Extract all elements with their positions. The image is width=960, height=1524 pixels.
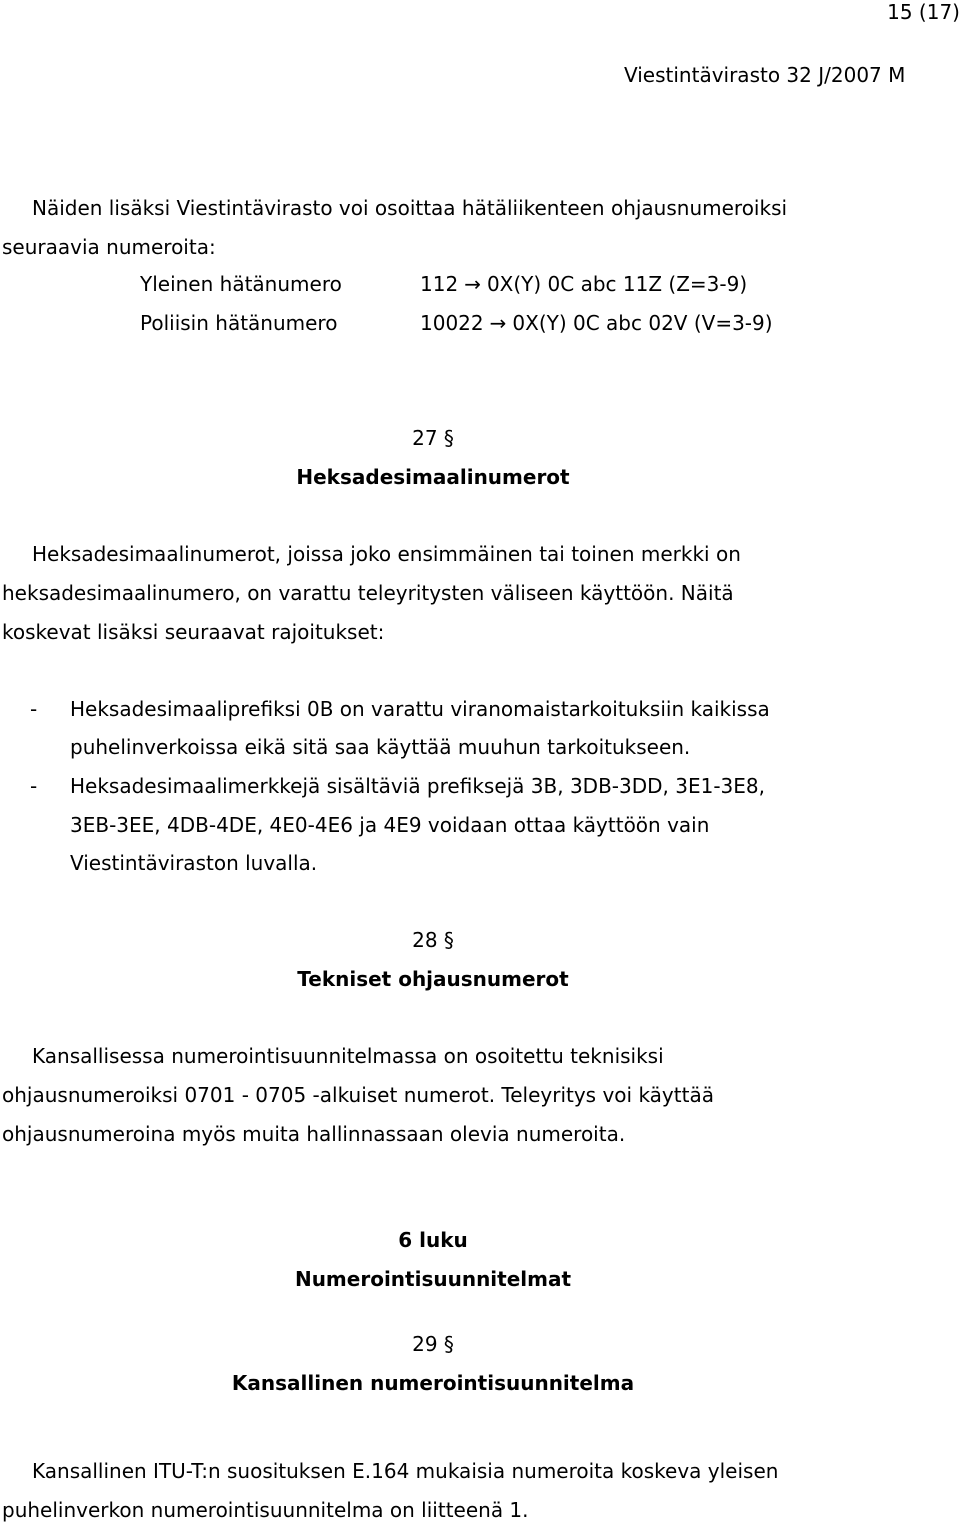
list-item-line: 3EB-3EE, 4DB-4DE, 4E0-4E6 ja 4E9 voidaan ottaa käyttöön vain xyxy=(70,813,710,837)
routing-number: 0X(Y) 0C abc 02V (V=3-9) xyxy=(512,311,773,335)
right-arrow-icon: → xyxy=(464,272,481,296)
list-item-line: Heksadesimaaliprefiksi 0B on varattu viranomaistarkoituksiin kaikissa xyxy=(70,697,770,721)
chapter-title: Numerointisuunnitelmat xyxy=(294,1267,572,1291)
paragraph-line: koskevat lisäksi seuraavat rajoitukset: xyxy=(2,620,385,644)
paragraph-line: Kansallinen ITU-T:n suosituksen E.164 mukaisia numeroita koskeva yleisen xyxy=(32,1459,779,1483)
section-29-number: 29 § xyxy=(412,1332,454,1356)
right-arrow-icon: → xyxy=(489,311,507,335)
emergency-label: Poliisin hätänumero xyxy=(140,311,338,335)
emergency-mapping xyxy=(420,311,773,335)
section-27-title: Heksadesimaalinumerot xyxy=(296,465,570,489)
paragraph-line: heksadesimaalinumero, on varattu teleyritysten väliseen käyttöön. Näitä xyxy=(2,581,734,605)
paragraph-line: Kansallisessa numerointisuunnitelmassa on osoitettu teknisiksi xyxy=(32,1044,664,1068)
emergency-label: Yleinen hätänumero xyxy=(140,272,342,296)
list-item-line: Heksadesimaalimerkkejä sisältäviä prefiksejä 3B, 3DB-3DD, 3E1-3E8, xyxy=(70,774,765,798)
emergency-number: 10022 xyxy=(420,311,484,335)
list-dash: - xyxy=(30,774,38,798)
paragraph-line: puhelinverkon numerointisuunnitelma on liitteenä 1. xyxy=(2,1498,529,1522)
section-28-number: 28 § xyxy=(412,928,454,952)
chapter-label: 6 luku xyxy=(398,1228,468,1252)
paragraph-line: Heksadesimaalinumerot, joissa joko ensimmäinen tai toinen merkki on xyxy=(32,542,741,566)
section-29-title: Kansallinen numerointisuunnitelma xyxy=(231,1371,635,1395)
intro-line-2: seuraavia numeroita: xyxy=(2,235,216,259)
list-item-line: puhelinverkoissa eikä sitä saa käyttää muuhun tarkoitukseen. xyxy=(70,735,691,759)
emergency-number: 112 xyxy=(420,272,459,296)
section-27-number: 27 § xyxy=(412,426,454,450)
document-reference: Viestintävirasto 32 J/2007 M xyxy=(624,63,906,87)
intro-line-1: Näiden lisäksi Viestintävirasto voi osoittaa hätäliikenteen ohjausnumeroiksi xyxy=(32,196,788,220)
page-number: 15 (17) xyxy=(887,0,960,24)
list-item-line: Viestintäviraston luvalla. xyxy=(70,851,318,875)
section-28-title: Tekniset ohjausnumerot xyxy=(297,967,569,991)
paragraph-line: ohjausnumeroiksi 0701 - 0705 -alkuiset numerot. Teleyritys voi käyttää xyxy=(2,1083,714,1107)
paragraph-line: ohjausnumeroina myös muita hallinnassaan olevia numeroita. xyxy=(2,1122,626,1146)
routing-number: 0X(Y) 0C abc 11Z (Z=3-9) xyxy=(486,272,748,296)
list-dash: - xyxy=(30,697,38,721)
emergency-mapping xyxy=(420,272,747,296)
